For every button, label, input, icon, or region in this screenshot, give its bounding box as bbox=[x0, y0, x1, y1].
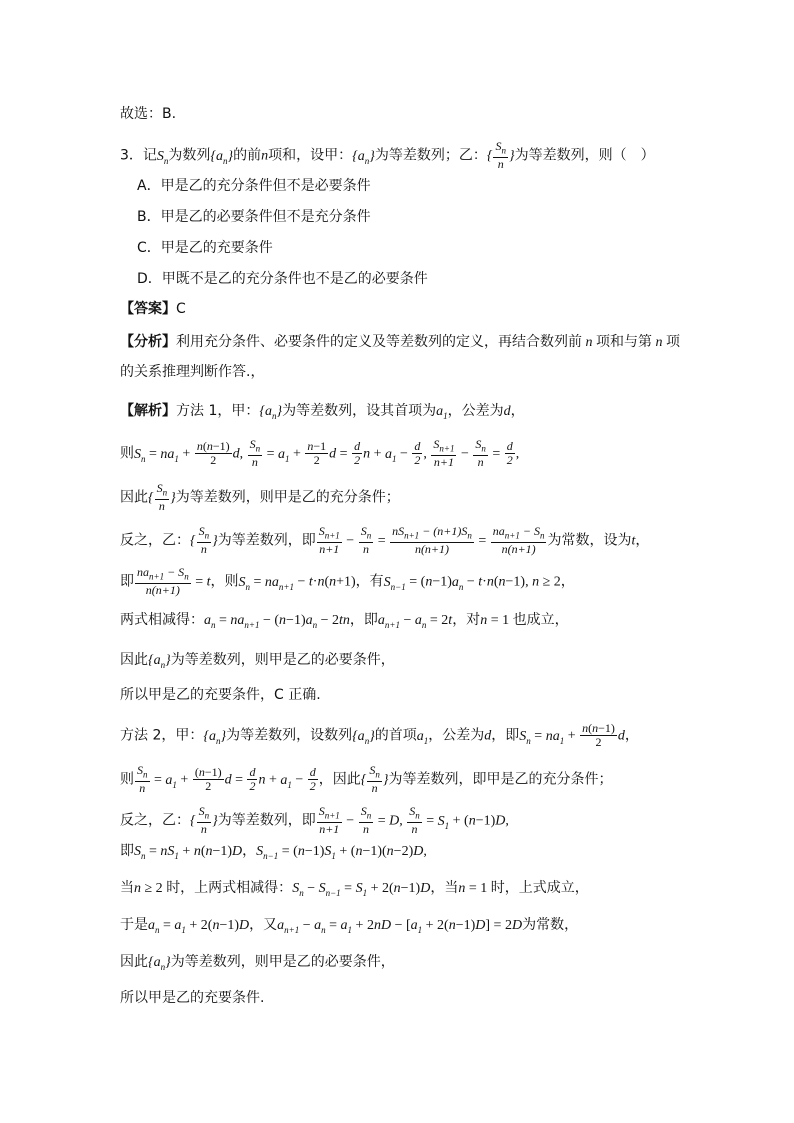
solution-line-1: 【解析】方法 1，甲：$\{a_n\}$为等差数列，设其首项为$a_1$，公差为d， bbox=[120, 403, 525, 421]
solution-line-16: 所以甲是乙的充要条件. bbox=[120, 990, 265, 1006]
solution-text: 为等差数列，则甲是乙的充分条件； bbox=[175, 489, 400, 506]
solution-line-11: 反之，乙：{ $\frac{S_n}{n}$ }为等差数列，即 $\frac{S_{n+1}}{n+1}$ − $\frac{S_n}{n}$ = D, $\frac{S_n}{n}$ = $S_1 + (n-1)D$, bbox=[120, 804, 509, 837]
solution-text: 为常数， bbox=[522, 917, 579, 933]
solution-text: 方法 1，甲： bbox=[176, 403, 260, 419]
solution-text: ，公差为 bbox=[428, 727, 485, 744]
stem-part: 为等差数列，则（ ） bbox=[514, 147, 655, 164]
solution-text: 为等差数列，即 bbox=[217, 532, 316, 549]
solution-line-14: 于是$a_n = a_1 + 2(n-1)D$，又$a_{n+1} - a_n = a_1 + 2nD - [a_1 + 2(n-1)D] = 2D$为常数， bbox=[120, 917, 579, 935]
stem-part: 项和，设甲： bbox=[268, 147, 353, 164]
stem-part: 为数列 bbox=[168, 147, 211, 164]
solution-text: 为等差数列，设数列 bbox=[226, 727, 353, 744]
analysis-line-2: 的关系推理判断作答.， bbox=[120, 364, 265, 380]
solution-text: 因此 bbox=[120, 652, 148, 668]
solution-line-15: 因此$\{a_n\}$为等差数列，则甲是乙的必要条件， bbox=[120, 954, 395, 972]
solution-line-5: 即 $\frac{na_{n+1} - S_n}{n(n+1)}$ = t，则$S_n = na_{n+1} - t\cdot n(n+1)$，有$S_{n-1} = (n-1)a_n - t\cdot n(n-1)$, n ≥ 2， bbox=[120, 565, 575, 598]
solution-text: 因此 bbox=[120, 489, 148, 506]
solution-line-9: 方法 2，甲：$\{a_n\}$为等差数列，设数列$\{a_n\}$的首项$a_1$，公差为d，即$S_n = na_1$ + $\frac{n(n-1)}{2}$ d， bbox=[120, 721, 639, 749]
solution-line-3: 因此{ $\frac{S_n}{n}$ }为等差数列，则甲是乙的充分条件； bbox=[120, 481, 400, 514]
previous-answer-line bbox=[120, 104, 176, 124]
solution-text: 反之，乙： bbox=[120, 532, 190, 549]
analysis-text: 项 bbox=[666, 334, 680, 350]
solution-text: 为常数，设为 bbox=[547, 532, 632, 549]
solution-text: ，有 bbox=[355, 573, 384, 590]
solution-text: 即 bbox=[120, 573, 134, 590]
stem-part: 记 bbox=[142, 147, 157, 164]
solution-text: 反之，乙： bbox=[120, 812, 190, 829]
solution-text: 方法 2，甲： bbox=[120, 727, 204, 744]
question-number: 3． bbox=[120, 147, 143, 164]
option-c: C．甲是乙的充要条件 bbox=[137, 240, 273, 256]
solution-text: ，公差为 bbox=[447, 403, 504, 419]
answer-value: C bbox=[176, 301, 186, 317]
answer-line bbox=[120, 299, 186, 319]
answer-label: 【答案】 bbox=[120, 301, 176, 317]
solution-text: 于是 bbox=[120, 917, 148, 933]
solution-text: ，则 bbox=[210, 573, 239, 590]
solution-text: 为等差数列，即甲是乙的充分条件； bbox=[388, 771, 613, 788]
solution-line-2: 则$S_n = na_1$ + $\frac{n(n-1)}{2}$ d, $\frac{S_n}{n}$ = $a_1$ + $\frac{n-1}{2}$ d = $\frac{d}{2}$ $n + a_1$ − $\frac{d}{2}$ , $\frac{S_{n+1}}{n+1}$ − $\frac{S_n}{n}$ = $\frac{d}{2}$ , bbox=[120, 437, 520, 470]
solution-line-8: 所以甲是乙的充要条件，C 正确. bbox=[120, 687, 321, 703]
solution-text: 即 bbox=[120, 843, 134, 859]
option-b: B．甲是乙的必要条件但不是充分条件 bbox=[137, 209, 371, 225]
solution-text: 为等差数列，则甲是乙的必要条件， bbox=[170, 954, 395, 970]
solution-text: 为等差数列，即 bbox=[217, 812, 316, 829]
option-d: D．甲既不是乙的充分条件也不是乙的必要条件 bbox=[137, 271, 428, 287]
solution-text: 的首项 bbox=[374, 727, 417, 744]
solution-line-10: 则 $\frac{S_n}{n}$ = $a_1$ + $\frac{(n-1)}{2}$ d = $\frac{d}{2}$ $n + a_1$ − $\frac{d}{2}$ ，因此{ $\frac{S_n}{n}$ }为等差数列，即甲是乙的充分条件； bbox=[120, 763, 613, 796]
solution-line-7: 因此$\{a_n\}$为等差数列，则甲是乙的必要条件， bbox=[120, 652, 395, 670]
solution-text: ，当 bbox=[430, 880, 459, 896]
analysis-text: 项和与第 bbox=[596, 334, 652, 350]
analysis-label: 【分析】 bbox=[120, 334, 176, 350]
solution-text: 因此 bbox=[120, 954, 148, 970]
solution-label: 【解析】 bbox=[120, 403, 176, 419]
question-stem: 3．记$S_n$为数列$\{a_n\}$的前n项和，设甲：$\{a_n\}$为等差数列；乙：{ $\frac{S_n}{n}$ }为等差数列，则（ ） bbox=[120, 139, 655, 172]
solution-text: 为等差数列，设其首项为 bbox=[282, 403, 437, 419]
solution-text: ，又 bbox=[249, 917, 278, 933]
solution-text: 则 bbox=[120, 771, 134, 788]
solution-line-12: 即$S_n = nS_1 + n(n-1)D$，$S_{n-1} = (n-1)S_1 + (n-1)(n-2)D$, bbox=[120, 843, 427, 861]
solution-text: 时，上式成立， bbox=[490, 880, 589, 896]
analysis-text: 利用充分条件、必要条件的定义及等差数列的定义，再结合数列前 bbox=[176, 334, 582, 350]
solution-text: ，对 bbox=[452, 612, 481, 628]
option-a: A．甲是乙的充分条件但不是必要条件 bbox=[137, 178, 371, 194]
solution-text: ，即 bbox=[349, 612, 378, 628]
solution-text: ，因此 bbox=[318, 771, 361, 788]
stem-part: 为等差数列；乙： bbox=[374, 147, 487, 164]
solution-text: 为等差数列，则甲是乙的必要条件， bbox=[170, 652, 395, 668]
solution-line-13: 当n ≥ 2 时，上两式相减得：$S_n - S_{n-1} = S_1 + 2(n-1)D$，当n = 1 时，上式成立， bbox=[120, 880, 589, 898]
solution-line-6: 两式相减得：$a_n = na_{n+1} - (n-1)a_n - 2tn$，即$a_{n+1} - a_n = 2t$，对n = 1 也成立， bbox=[120, 612, 569, 630]
solution-text: 两式相减得： bbox=[120, 612, 204, 628]
solution-text: 则 bbox=[120, 445, 134, 462]
solution-line-4: 反之，乙：{ $\frac{S_n}{n}$ }为等差数列，即 $\frac{S_{n+1}}{n+1}$ − $\frac{S_n}{n}$ = $\frac{nS_{n+1} - (n+1)S_n}{n(n+1)}$ = $\frac{na_{n+1} - S_n}{n(n+1)}$ 为常数，设为t， bbox=[120, 524, 650, 557]
solution-text: 当 bbox=[120, 880, 134, 896]
stem-part: 的前 bbox=[233, 147, 262, 164]
solution-text: ，即 bbox=[491, 727, 520, 744]
choice-text: 故选：B. bbox=[120, 106, 177, 122]
solution-text: 也成立， bbox=[512, 612, 569, 628]
analysis-line-1: 【分析】利用充分条件、必要条件的定义及等差数列的定义，再结合数列前 n 项和与第 n 项 bbox=[120, 334, 680, 350]
solution-text: 时，上两式相减得： bbox=[166, 880, 293, 896]
